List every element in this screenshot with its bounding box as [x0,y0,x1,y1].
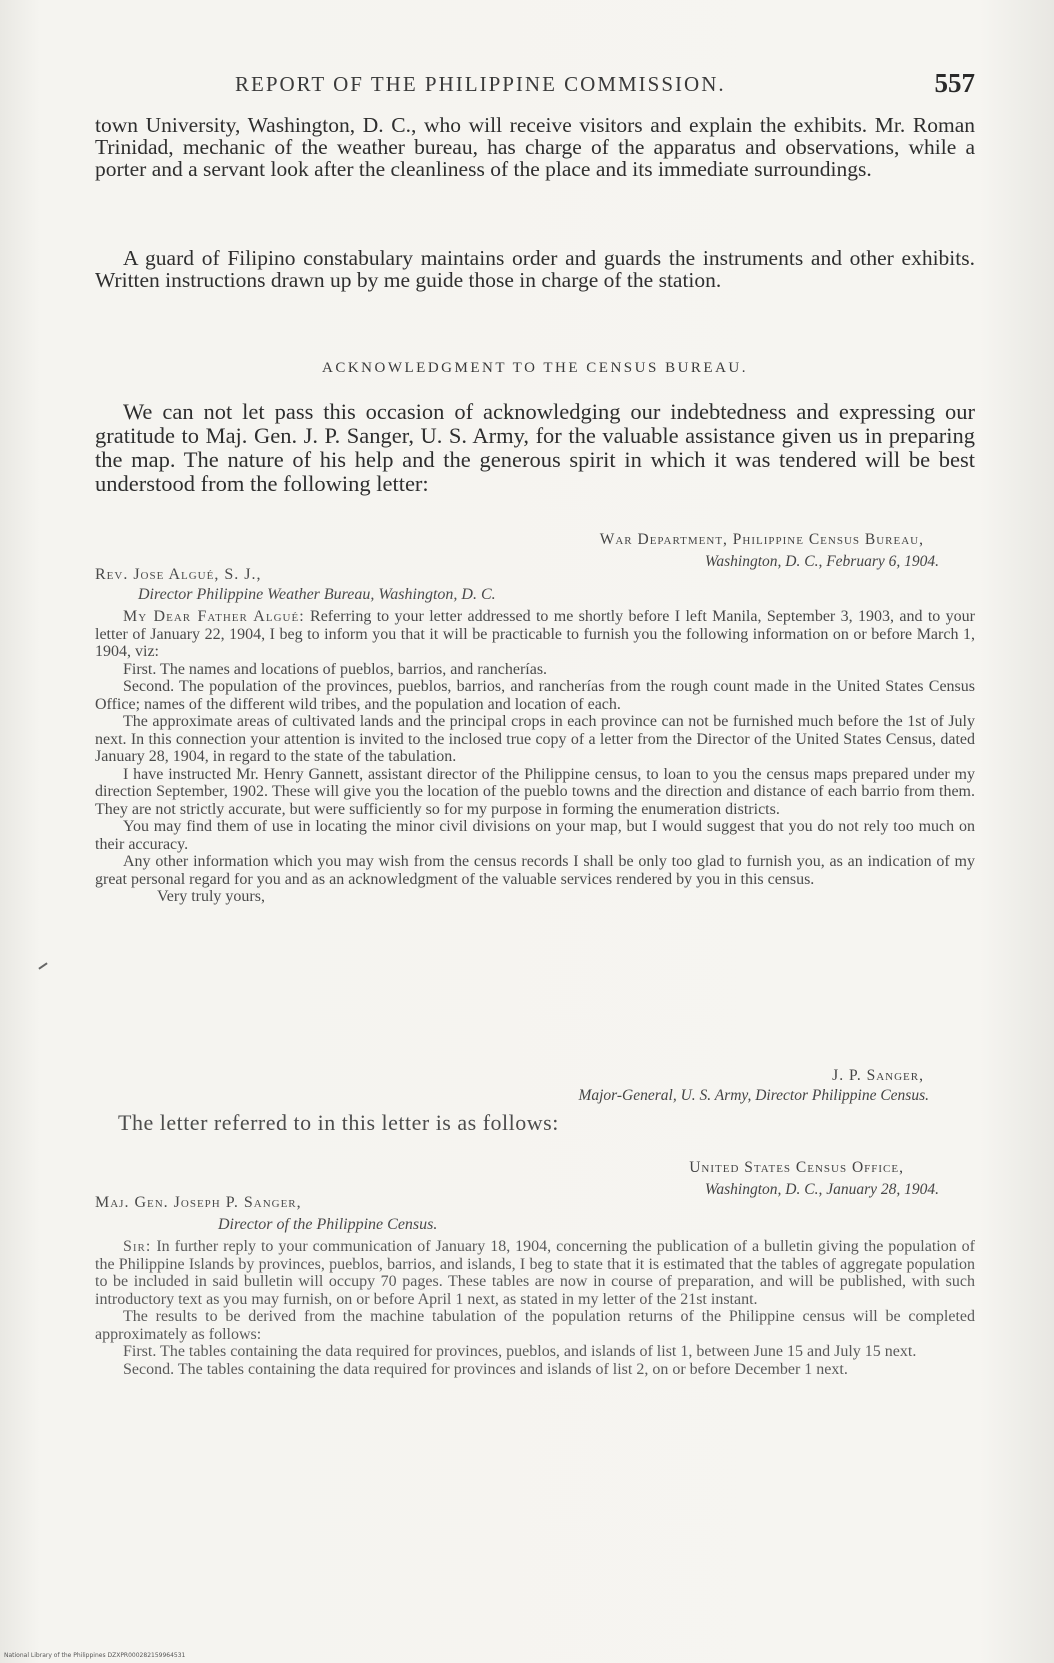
letter1-paragraph: The approximate areas of cultivated lands and the principal crops in each province can not be furnished much before the 1st of July next. In this connection your attention is invited to the inclosed true copy of a letter from the Director of the United States Census, dated January 28, 1904, in regard to the state of the tabulation. [95,713,975,765]
letter1-paragraph: I have instructed Mr. Henry Gannett, assistant director of the Philippine census, to loan to you the census maps prepared under my direction September, 1902. These will give you the location of the pueblo towns and the direction and distance of each barrio from them. They are not strictly accurate, but were sufficiently so for my purpose in forming the enumeration districts. [95,765,975,818]
letter2-sender [689,1158,904,1177]
paragraph-3: We can not let pass this occasion of acknowledging our indebtedness and expressing our gratitude to Maj. Gen. J. P. Sanger, U. S. Army, for the valuable assistance given us in preparing the map. The nature of his help and the generous spirit in which it was tendered will be best understood from the following letter: [95,399,975,496]
letter1-paragraph: First. The names and locations of pueblos, barrios, and rancherías. [123,660,548,678]
letter1-addressee: Rev. Jose Algué, S. J., [95,566,262,583]
page-number: 557 [934,68,975,98]
letter2-paragraph [95,1238,975,1308]
letter2-paragraph-text: In further reply to your communication of January 18, 1904, concerning the publication of a bulletin giving the population of the Philippine Islands by provinces, pueblos, barrios, and islands, I beg to state that it is estimated that the tables of aggregate population to be included in said bulletin will occupy 70 pages. These tables are now in course of preparation, and will be published, with such introductory text as you may furnish, on or before April 1 next, as stated in my letter of the 21st instant. [95,1238,976,1308]
page-header [95,68,975,112]
letter1-paragraph-text: Referring to your letter addressed to me shortly before I left Manila, September 3, 1903, and to your letter of January 22, 1904, I beg to inform you that it will be practicable to furnish you the following information on or before March 1, 1904, viz: [95,608,976,660]
letter1-paragraph [95,608,975,661]
letter1-addressee-title: Director Philippine Weather Bureau, Washington, D. C. [138,586,496,603]
letter1-sender [600,530,924,549]
letter2-paragraph: First. The tables containing the data required for provinces, pueblos, and islands of list 1, between June 15 and July 15 next. [123,1343,917,1360]
letter1-sender-text: War Department, Philippine Census Bureau, [599,531,924,548]
letter1-signature: J. P. Sanger, [832,1067,924,1084]
letter2-addressee-title: Director of the Philippine Census. [218,1216,438,1233]
letter1-paragraph: You may find them of use in locating the minor civil divisions on your map, but I would suggest that you do not rely too much on their accuracy. [95,818,975,853]
letter1-dateline: Washington, D. C., February 6, 1904. [704,553,939,570]
letter1-signature-title: Major-General, U. S. Army, Director Philippine Census. [578,1087,929,1104]
between-text: The letter referred to in this letter is as follows: [118,1110,559,1135]
paragraph-1: town University, Washington, D. C., who will receive visitors and explain the exhibits. Mr. Roman Trinidad, mechanic of the weather bureau, has charge of the apparatus and observations, while a porter and a servant look after the cleanliness of the place and its immediate surroundings. [95,113,975,181]
letter2-dateline: Washington, D. C., January 28, 1904. [704,1181,939,1198]
letter1-body [95,608,975,906]
letter2-paragraph: Second. The tables containing the data required for provinces and islands of list 2, on or before December 1 next. [123,1360,848,1378]
margin-mark [38,962,47,969]
letter2-paragraph: The results to be derived from the machine tabulation of the population returns of the Philippine census will be completed approximately as follows: [95,1308,975,1343]
letter2-addressee: Maj. Gen. Joseph P. Sanger, [95,1194,302,1211]
letter2-body [95,1238,975,1378]
paragraph-2: A guard of Filipino constabulary maintains order and guards the instruments and other exhibits. Written instructions drawn up by me guide those in charge of the station. [95,246,975,292]
section-title: ACKNOWLEDGMENT TO THE CENSUS BUREAU. [322,360,748,376]
letter1-paragraph: Second. The population of the provinces, pueblos, barrios, and rancherías from the rough count made in the United States Census Office; names of the different wild tribes, and the population and location of each. [95,678,975,713]
letter2-sender-text: United States Census Office, [689,1159,904,1176]
letter2-salutation: Sir: [123,1238,152,1255]
letter1-closing: Very truly yours, [157,888,265,905]
letter1-paragraph: Any other information which you may wish from the census records I shall be only too glad to furnish you, as an indication of my great personal regard for you and as an acknowledgment of the valuable services rendered by you in this census. [95,853,975,888]
footer-imprint: National Library of the Philippines DZXPR000282159964531 [4,1652,186,1659]
running-head: REPORT OF THE PHILIPPINE COMMISSION. [235,72,726,96]
letter1-salutation: My Dear Father Algué: [123,608,305,625]
